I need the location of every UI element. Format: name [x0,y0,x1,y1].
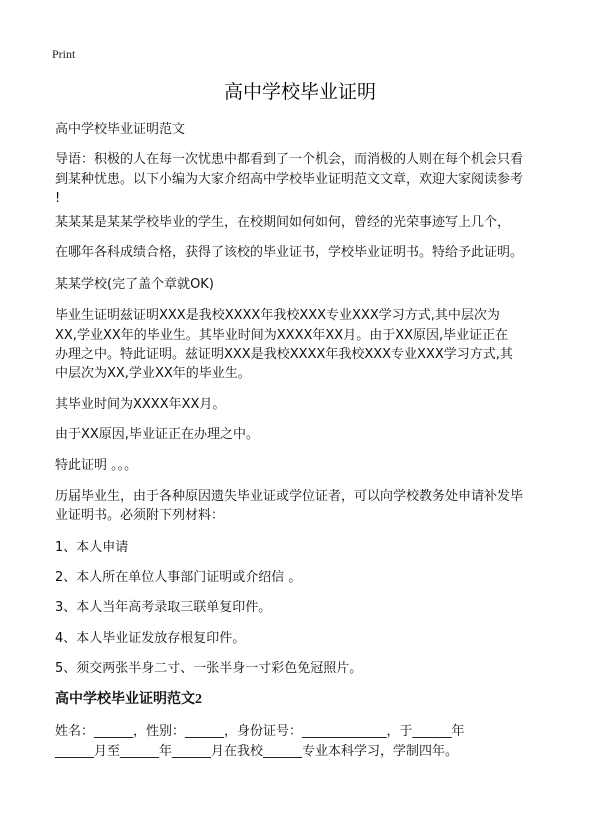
paragraph-5: 其毕业时间为XXXX年XX月。 [55,397,226,412]
list-item: 1、本人申请 [55,540,129,555]
paragraph-4-line-1: 毕业生证明兹证明XXX是我校XXXX年我校XXX专业XXX学习方式,其中层次为 [55,308,500,323]
list-item: 4、本人毕业证发放存根复印件。 [55,631,246,646]
intro-line-3: ! [55,191,61,206]
paragraph-8-line-1: 历届毕业生，由于各种原因遗失毕业证或学位证者，可以向学校教务处申请补发毕 [55,489,524,504]
paragraph-4-line-4: 中层次为XX,学业XX年的毕业生。 [55,366,251,381]
form-line-1: 姓名：______，性别：______，身份证号：_____________，于______年 [55,724,465,739]
list-item: 2、本人所在单位人事部门证明或介绍信 。 [55,570,302,585]
paragraph-8-line-2: 业证明书。必须附下列材料： [55,508,225,523]
subtitle: 高中学校毕业证明范文 [55,122,186,137]
page-title: 高中学校毕业证明 [223,81,376,103]
paragraph-3: 某某学校(完了盖个章就OK) [55,277,214,292]
list-item: 3、本人当年高考录取三联单复印件。 [55,600,272,615]
print-label[interactable]: Print [52,47,76,61]
paragraph-2: 在哪年各科成绩合格，获得了该校的毕业证书，学校毕业证明书。特给予此证明。 [55,245,524,260]
paragraph-6: 由于XX原因,毕业证正在办理之中。 [55,427,259,442]
paragraph-1: 某某某是某某学校毕业的学生，在校期间如何如何，曾经的光荣事迹写上几个， [55,215,511,230]
intro-line-2: 到某种忧患。以下小编为大家介绍高中学校毕业证明范文文章，欢迎大家阅读参考 [55,172,524,187]
paragraph-4-line-3: 办理之中。特此证明。兹证明XXX是我校XXXX年我校XXX专业XXX学习方式,其 [55,347,513,362]
paragraph-7: 特此证明 。。。 [55,458,138,473]
form-line-2: ______月至______年______月在我校______专业本科学习，学制四年。 [55,744,459,759]
section-2-title: 高中学校毕业证明范文2 [55,692,202,707]
paragraph-4-line-2: XX,学业XX年的毕业生。其毕业时间为XXXX年XX月。由于XX原因,毕业证正在 [55,328,509,343]
intro-line-1: 导语：积极的人在每一次忧患中都看到了一个机会，而消极的人则在每个机会只看 [55,152,524,167]
list-item: 5、须交两张半身二寸、一张半身一寸彩色免冠照片。 [55,661,363,676]
